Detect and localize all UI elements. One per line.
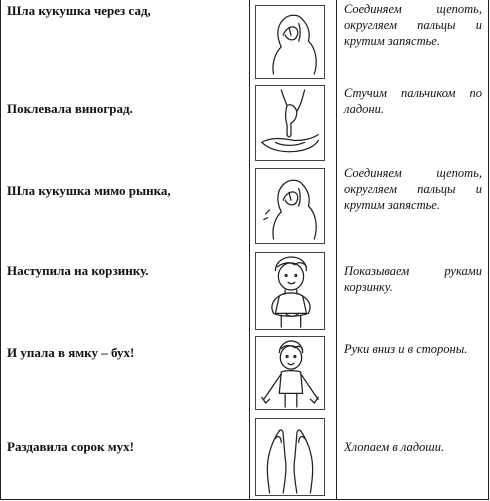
rhyme-line-3: Шла кукушка мимо рынка, xyxy=(7,183,171,198)
action-text-2: Стучим пальчиком по ладони. xyxy=(344,86,482,116)
rhyme-line-1: Шла кукушка через сад, xyxy=(7,3,151,18)
pinched-fingers-hand-icon xyxy=(255,5,325,79)
action-text-1: Соединяем щепоть, округляем пальцы и крутим запястье. xyxy=(344,2,482,48)
boy-arms-down-icon xyxy=(255,336,325,410)
rhyme-line-6: Раздавила сорок мух! xyxy=(7,439,134,454)
boy-showing-basket-icon xyxy=(255,252,325,330)
action-text-6: Хлопаем в ладоши. xyxy=(344,440,445,454)
column-divider xyxy=(249,0,250,499)
clapping-hands-icon xyxy=(255,418,325,496)
action-text-5: Руки вниз и в стороны. xyxy=(344,342,468,356)
pinched-fingers-hand-icon xyxy=(255,168,325,244)
action-text-4: Показываем руками корзинку. xyxy=(344,264,482,294)
finger-tapping-palm-icon xyxy=(255,85,325,161)
rhyme-line-4: Наступила на корзинку. xyxy=(7,263,149,278)
column-divider xyxy=(336,0,337,499)
rhyme-line-2: Поклевала виноград. xyxy=(7,101,133,116)
rhyme-line-5: И упала в ямку – бух! xyxy=(7,345,135,360)
action-text-3: Соединяем щепоть, округляем пальцы и крутим запястье. xyxy=(344,166,482,212)
